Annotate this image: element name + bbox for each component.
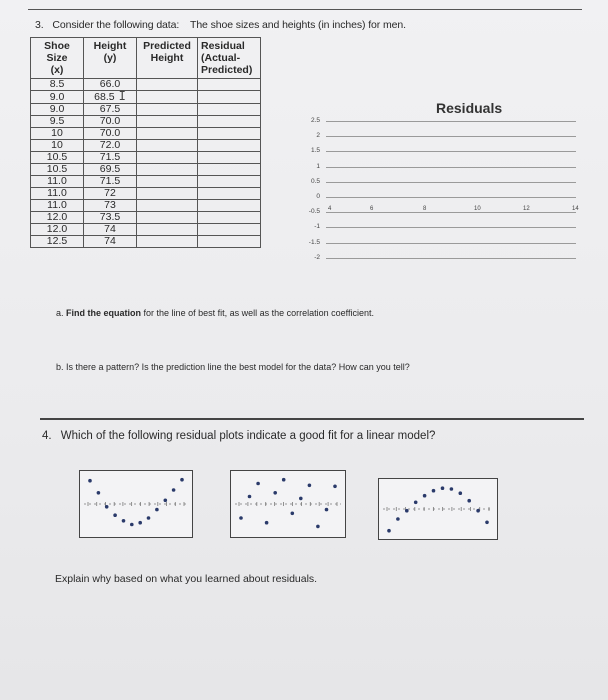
residual-y-tick: 1 (316, 162, 320, 170)
scatter-point (180, 478, 184, 482)
cell-shoe-size: 9.0 (31, 91, 84, 104)
question-4: 4. Which of the following residual plots indicate a good fit for a linear model? (42, 430, 436, 442)
cell-predicted[interactable] (137, 164, 198, 176)
residual-plot-2[interactable] (230, 470, 346, 538)
table-row (31, 188, 261, 200)
text-cursor: I (118, 89, 126, 103)
cell-residual[interactable] (198, 236, 261, 248)
table-row (31, 79, 261, 91)
cell-residual[interactable] (198, 79, 261, 91)
cell-shoe-size: 10.5 (31, 164, 84, 176)
scatter-point (164, 499, 168, 503)
table-row (31, 176, 261, 188)
question-3 (35, 19, 406, 31)
explain-prompt: Explain why based on what you learned about residuals. (55, 573, 318, 585)
scatter-point (333, 485, 337, 489)
table-row (31, 152, 261, 164)
question-4-text: Which of the following residual plots indicate a good fit for a linear model? (60, 430, 436, 442)
cell-predicted[interactable] (137, 200, 198, 212)
header-height: Height (y) (84, 38, 137, 79)
residual-y-tick: 2.5 (310, 117, 320, 124)
scatter-point (155, 508, 159, 512)
question-b-text: Is there a pattern? Is the prediction line the best model for the data? How can you tell? (66, 362, 410, 372)
residual-y-tick: -0.5 (308, 208, 320, 216)
cell-predicted[interactable] (137, 212, 198, 224)
scatter-point (130, 523, 134, 527)
cell-residual[interactable] (198, 200, 261, 212)
table-row (31, 212, 261, 224)
scatter-point (113, 513, 117, 517)
residual-x-tick: 12 (523, 206, 530, 212)
scatter-point (122, 519, 126, 523)
cell-residual[interactable] (198, 104, 261, 116)
scatter-point (282, 478, 286, 482)
cell-predicted[interactable] (137, 128, 198, 140)
scatter-point (248, 495, 252, 499)
scatter-point (273, 491, 277, 495)
cell-shoe-size: 12.0 (31, 212, 84, 224)
scatter-point (459, 491, 463, 495)
table-row (31, 164, 261, 176)
residual-gridline (326, 151, 576, 152)
scatter-point (441, 486, 445, 490)
cell-residual[interactable] (198, 140, 261, 152)
cell-residual[interactable] (198, 91, 261, 104)
scatter-point (97, 491, 101, 495)
cell-predicted[interactable] (137, 140, 198, 152)
cell-residual[interactable] (198, 176, 261, 188)
cell-predicted[interactable] (137, 79, 198, 91)
residual-x-tick: 8 (423, 206, 427, 212)
residual-gridline (326, 258, 576, 259)
cell-shoe-size: 12.5 (31, 236, 84, 248)
cell-residual[interactable] (198, 164, 261, 176)
cell-height: 71.5 (84, 176, 137, 188)
header-residual: Residual (Actual- Predicted) (198, 38, 261, 79)
cell-height: 74 (84, 224, 137, 236)
table-row (31, 200, 261, 212)
question-3-subtext: The shoe sizes and heights (in inches) for men. (190, 19, 406, 31)
mid-rule (40, 418, 584, 420)
cell-residual[interactable] (198, 152, 261, 164)
scatter-point (291, 512, 295, 516)
cell-predicted[interactable] (137, 224, 198, 236)
question-a-bold: Find the equation (66, 308, 142, 318)
cell-predicted[interactable] (137, 236, 198, 248)
residual-gridline (326, 182, 576, 183)
question-a-text: for the line of best fit, as well as the correlation coefficient. (143, 308, 375, 318)
cell-height: 67.5 (84, 104, 137, 116)
question-3-number: 3. (35, 19, 44, 31)
scatter-point (325, 508, 329, 512)
question-a: a. Find the equation for the line of best fit, as well as the correlation coefficient. (56, 308, 375, 318)
cell-height: 69.5 (84, 164, 137, 176)
residual-gridline (326, 136, 576, 137)
cell-height: 66.0 (84, 79, 137, 91)
cell-height: 74 (84, 236, 137, 248)
cell-height: 73.5 (84, 212, 137, 224)
cell-shoe-size: 10.5 (31, 152, 84, 164)
cell-height: 68.5 I (84, 91, 137, 104)
table-row (31, 116, 261, 128)
residual-x-tick: 4 (328, 206, 332, 212)
top-rule (28, 9, 582, 10)
cell-residual[interactable] (198, 188, 261, 200)
table-row (31, 128, 261, 140)
scatter-point (432, 489, 436, 493)
cell-residual[interactable] (198, 212, 261, 224)
residual-gridline (326, 212, 576, 213)
scatter-point (172, 488, 176, 492)
scatter-point (485, 521, 489, 525)
residual-y-tick: -2 (314, 253, 320, 261)
table-row (31, 104, 261, 116)
residual-y-tick: 2 (316, 132, 320, 140)
scatter-point (450, 487, 454, 491)
cell-predicted[interactable] (137, 116, 198, 128)
residual-gridline (326, 167, 576, 168)
cell-height: 72.0 (84, 140, 137, 152)
residual-y-tick: 1.5 (310, 147, 320, 155)
cell-residual[interactable] (198, 128, 261, 140)
cell-shoe-size: 12.0 (31, 224, 84, 236)
cell-predicted[interactable] (137, 91, 198, 104)
cell-height: 71.5 (84, 152, 137, 164)
residual-x-tick: 6 (370, 206, 374, 212)
residual-x-tick: 14 (572, 206, 579, 212)
cell-shoe-size: 10 (31, 128, 84, 140)
residual-plot-3[interactable] (378, 478, 498, 540)
scatter-point (387, 529, 391, 533)
scatter-point (147, 516, 151, 520)
cell-height: 72 (84, 188, 137, 200)
cell-shoe-size: 11.0 (31, 188, 84, 200)
scatter-point (396, 517, 400, 521)
cell-shoe-size: 8.5 (31, 79, 84, 91)
residuals-chart-title: Residuals (436, 100, 503, 116)
cell-shoe-size: 11.0 (31, 200, 84, 212)
scatter-point (265, 521, 269, 525)
cell-shoe-size: 9.5 (31, 116, 84, 128)
cell-height: 70.0 (84, 128, 137, 140)
table-row (31, 236, 261, 248)
scatter-point (105, 505, 109, 509)
scatter-point (138, 521, 142, 525)
scatter-point (476, 509, 480, 513)
scatter-point (256, 482, 260, 486)
residual-plot-1[interactable] (79, 470, 193, 538)
cell-predicted[interactable] (137, 188, 198, 200)
table-row (31, 224, 261, 236)
scatter-point (316, 525, 320, 529)
question-3-text: Consider the following data: (52, 19, 180, 31)
cell-shoe-size: 10 (31, 140, 84, 152)
cell-residual[interactable] (198, 116, 261, 128)
header-shoe-size: Shoe Size (x) (31, 38, 84, 79)
scatter-point (239, 516, 243, 520)
residual-y-tick: -1.5 (308, 238, 320, 246)
header-predicted: Predicted Height (137, 38, 198, 79)
cell-height: 73 (84, 200, 137, 212)
question-b: b. Is there a pattern? Is the prediction line the best model for the data? How can you tell? (56, 362, 410, 372)
scatter-point (88, 479, 92, 483)
cell-height: 70.0 (84, 116, 137, 128)
scatter-point (423, 494, 427, 498)
residual-gridline (326, 121, 576, 122)
scatter-point (299, 497, 303, 501)
table-row (31, 140, 261, 152)
residual-gridline (326, 227, 576, 228)
shoe-height-table (30, 37, 261, 248)
cell-predicted[interactable] (137, 176, 198, 188)
residual-y-tick: 0 (316, 193, 320, 200)
cell-shoe-size: 11.0 (31, 176, 84, 188)
cell-shoe-size: 9.0 (31, 104, 84, 116)
cell-predicted[interactable] (137, 104, 198, 116)
scatter-point (414, 501, 418, 505)
residual-y-tick: -1 (314, 223, 320, 231)
cell-residual[interactable] (198, 224, 261, 236)
residual-y-tick: 0.5 (310, 177, 320, 185)
scatter-point (405, 509, 409, 513)
scatter-point (308, 484, 312, 488)
cell-predicted[interactable] (137, 152, 198, 164)
table-row (31, 91, 261, 104)
scatter-point (467, 499, 471, 503)
residual-gridline (326, 243, 576, 244)
residual-gridline (326, 197, 576, 198)
residual-x-tick: 10 (474, 206, 481, 212)
